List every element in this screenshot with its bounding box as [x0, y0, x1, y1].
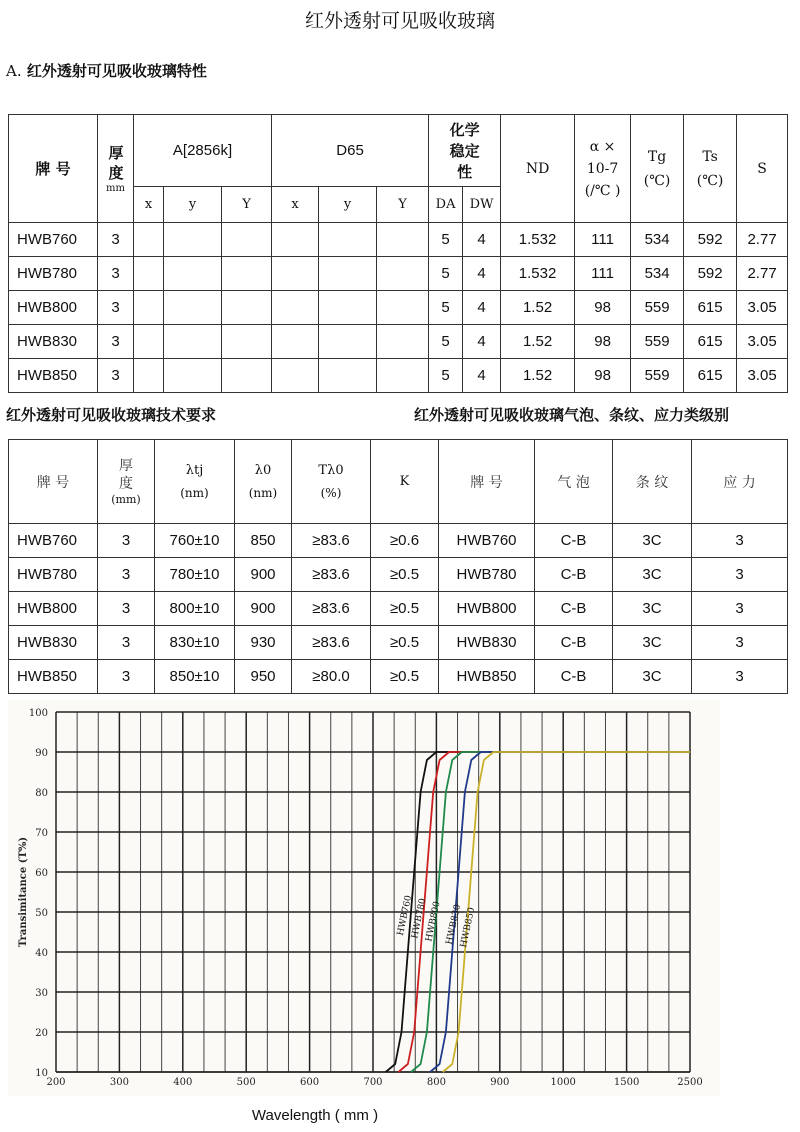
cell-brand: HWB800 — [9, 291, 98, 325]
cell-stripe: 3C — [613, 592, 692, 626]
y-tick-label: 60 — [35, 868, 48, 879]
series-label-hwb830: HWB830 — [444, 903, 464, 946]
cell-k: ≥0.5 — [371, 626, 439, 660]
header-brand-2: 牌 号 — [439, 440, 535, 524]
y-tick-label: 80 — [35, 788, 48, 799]
x-tick-label: 600 — [300, 1077, 320, 1088]
series-label-hwb760: HWB760 — [395, 894, 415, 937]
cell-alpha: 111 — [575, 257, 631, 291]
header-tg: Tg (℃) — [631, 115, 684, 223]
cell-thickness: 3 — [98, 257, 134, 291]
header-brand: 牌 号 — [9, 115, 98, 223]
properties-table — [8, 114, 788, 393]
cell-ltj: 800±10 — [155, 592, 235, 626]
cell-k: ≥0.5 — [371, 660, 439, 694]
cell-brand-2: HWB800 — [439, 592, 535, 626]
cell-ts: 592 — [684, 257, 737, 291]
cell-ts: 592 — [684, 223, 737, 257]
header-thickness-label: 厚度 — [119, 458, 133, 492]
cell-da: 5 — [429, 223, 463, 257]
header-s: S — [737, 115, 788, 223]
cell-bubble: C-B — [535, 660, 613, 694]
cell-brand: HWB780 — [9, 558, 98, 592]
x-tick-label: 2500 — [677, 1077, 703, 1088]
cell-stress: 3 — [692, 558, 788, 592]
table-row — [9, 592, 788, 626]
cell-ts: 615 — [684, 359, 737, 393]
header-chem: 化学稳定性 — [429, 115, 501, 187]
cell-k: ≥0.6 — [371, 524, 439, 558]
section-letter: A. — [6, 62, 22, 80]
sub-header-y: y — [164, 187, 222, 223]
series-label-hwb780: HWB780 — [410, 897, 429, 940]
cell-ltj: 760±10 — [155, 524, 235, 558]
cell-ltj: 780±10 — [155, 558, 235, 592]
header-nd: ND — [501, 115, 575, 223]
requirements-table — [8, 439, 788, 694]
header-stripe: 条 纹 — [613, 440, 692, 524]
cell-thickness: 3 — [98, 325, 134, 359]
cell-thickness: 3 — [98, 660, 155, 694]
cell-tl0: ≥83.6 — [292, 558, 371, 592]
cell-nd: 1.532 — [501, 223, 575, 257]
series-label-hwb850: HWB850 — [459, 906, 478, 949]
cell-stripe: 3C — [613, 524, 692, 558]
table-row — [9, 325, 788, 359]
cell-tg: 534 — [631, 257, 684, 291]
section-a-title: 红外透射可见吸收玻璃特性 — [26, 62, 207, 80]
cell-dw: 4 — [463, 291, 501, 325]
cell-nd: 1.52 — [501, 291, 575, 325]
cell-ts: 615 — [684, 291, 737, 325]
header-thickness-unit: (mm) — [111, 493, 141, 506]
table-row — [9, 223, 788, 257]
cell-brand-2: HWB760 — [439, 524, 535, 558]
cell-brand: HWB760 — [9, 524, 98, 558]
cell-brand: HWB780 — [9, 257, 98, 291]
cell-bubble: C-B — [535, 626, 613, 660]
sub-header-da: DA — [429, 187, 463, 223]
y-tick-label: 10 — [35, 1068, 48, 1079]
cell-da: 5 — [429, 257, 463, 291]
x-tick-label: 700 — [363, 1077, 383, 1088]
cell-l0: 930 — [235, 626, 292, 660]
chart-background — [8, 700, 720, 1096]
cell-tg: 534 — [631, 223, 684, 257]
header-l0-unit: (nm) — [248, 486, 278, 500]
x-tick-label: 1500 — [613, 1077, 640, 1088]
header-tl0-unit: (%) — [320, 486, 342, 500]
table-row — [9, 359, 788, 393]
y-tick-label: 20 — [35, 1028, 48, 1039]
cell-tl0: ≥83.6 — [292, 524, 371, 558]
section-a-heading — [6, 60, 207, 81]
cell-bubble: C-B — [535, 592, 613, 626]
y-tick-label: 90 — [35, 748, 48, 759]
cell-s: 3.05 — [737, 359, 788, 393]
header-ltj — [155, 440, 235, 524]
x-tick-label: 1000 — [550, 1077, 576, 1088]
cell-thickness: 3 — [98, 223, 134, 257]
y-tick-label: 70 — [35, 828, 48, 839]
series-label-hwb800: HWB800 — [424, 900, 443, 943]
cell-k: ≥0.5 — [371, 558, 439, 592]
cell-thickness: 3 — [98, 524, 155, 558]
x-tick-label: 500 — [236, 1077, 256, 1088]
x-tick-label: 900 — [490, 1077, 510, 1088]
x-tick-label: 400 — [173, 1077, 193, 1088]
chart-svg — [8, 700, 720, 1096]
cell-stress: 3 — [692, 524, 788, 558]
cell-s: 2.77 — [737, 257, 788, 291]
cell-brand: HWB830 — [9, 325, 98, 359]
header-stress: 应 力 — [692, 440, 788, 524]
cell-thickness: 3 — [98, 592, 155, 626]
cell-alpha: 111 — [575, 223, 631, 257]
cell-stripe: 3C — [613, 626, 692, 660]
cell-tl0: ≥80.0 — [292, 660, 371, 694]
cell-l0: 900 — [235, 558, 292, 592]
cell-tl0: ≥83.6 — [292, 626, 371, 660]
cell-bubble: C-B — [535, 524, 613, 558]
header-k: K — [371, 440, 439, 524]
table-row — [9, 626, 788, 660]
cell-dw: 4 — [463, 325, 501, 359]
table-row — [9, 257, 788, 291]
cell-stripe: 3C — [613, 558, 692, 592]
y-tick-label: 30 — [35, 988, 48, 999]
header-tl0-label: Tλ0 — [318, 463, 344, 478]
cell-k: ≥0.5 — [371, 592, 439, 626]
y-tick-label: 100 — [28, 708, 48, 719]
cell-ltj: 850±10 — [155, 660, 235, 694]
cell-ts: 615 — [684, 325, 737, 359]
cell-stress: 3 — [692, 592, 788, 626]
cell-bubble: C-B — [535, 558, 613, 592]
x-tick-label: 200 — [46, 1077, 66, 1088]
cell-dw: 4 — [463, 223, 501, 257]
cell-dw: 4 — [463, 359, 501, 393]
sub-header-Y: Y — [222, 187, 272, 223]
header-ltj-label: λtj — [185, 463, 204, 478]
sub-header-x: x — [134, 187, 164, 223]
cell-da: 5 — [429, 325, 463, 359]
x-tick-label: 800 — [426, 1077, 446, 1088]
cell-brand-2: HWB780 — [439, 558, 535, 592]
header-thickness — [98, 440, 155, 524]
cell-s: 2.77 — [737, 223, 788, 257]
cell-brand: HWB800 — [9, 592, 98, 626]
cell-l0: 950 — [235, 660, 292, 694]
header-tl0 — [292, 440, 371, 524]
cell-nd: 1.532 — [501, 257, 575, 291]
cell-thickness: 3 — [98, 626, 155, 660]
cell-brand-2: HWB850 — [439, 660, 535, 694]
x-tick-label: 300 — [109, 1077, 129, 1088]
cell-da: 5 — [429, 359, 463, 393]
header-a2856k: A[2856k] — [134, 115, 272, 187]
cell-dw: 4 — [463, 257, 501, 291]
chart-y-axis-label: Transimitance (T%) — [18, 836, 29, 948]
cell-tl0: ≥83.6 — [292, 592, 371, 626]
cell-alpha: 98 — [575, 325, 631, 359]
cell-thickness: 3 — [98, 359, 134, 393]
header-l0-label: λ0 — [254, 463, 272, 478]
cell-da: 5 — [429, 291, 463, 325]
header-d65: D65 — [272, 115, 429, 187]
sub-header-y: y — [319, 187, 377, 223]
cell-stress: 3 — [692, 660, 788, 694]
cell-brand-2: HWB830 — [439, 626, 535, 660]
cell-brand: HWB760 — [9, 223, 98, 257]
sub-header-dw: DW — [463, 187, 501, 223]
table-row — [9, 291, 788, 325]
cell-tg: 559 — [631, 325, 684, 359]
cell-s: 3.05 — [737, 325, 788, 359]
cell-thickness: 3 — [98, 558, 155, 592]
transmittance-chart — [8, 700, 720, 1096]
cell-ltj: 830±10 — [155, 626, 235, 660]
header-l0 — [235, 440, 292, 524]
tech-requirements-title: 红外透射可见吸收玻璃技术要求 — [6, 406, 217, 424]
cell-stress: 3 — [692, 626, 788, 660]
sub-header-Y: Y — [377, 187, 429, 223]
cell-tg: 559 — [631, 359, 684, 393]
cell-nd: 1.52 — [501, 359, 575, 393]
cell-nd: 1.52 — [501, 325, 575, 359]
header-bubble: 气 泡 — [535, 440, 613, 524]
cell-thickness: 3 — [98, 291, 134, 325]
cell-l0: 900 — [235, 592, 292, 626]
header-thickness-unit: mm — [106, 183, 125, 194]
cell-tg: 559 — [631, 291, 684, 325]
cell-brand: HWB830 — [9, 626, 98, 660]
sub-header-x: x — [272, 187, 319, 223]
header-ltj-unit: (nm) — [180, 486, 209, 500]
cell-s: 3.05 — [737, 291, 788, 325]
chart-x-axis-label: Wavelength ( mm ) — [251, 1107, 379, 1124]
y-tick-label: 40 — [35, 948, 48, 959]
y-tick-label: 50 — [35, 908, 48, 919]
cell-brand: HWB850 — [9, 660, 98, 694]
table-row — [9, 660, 788, 694]
cell-alpha: 98 — [575, 359, 631, 393]
cell-stripe: 3C — [613, 660, 692, 694]
table-row — [9, 558, 788, 592]
cell-alpha: 98 — [575, 291, 631, 325]
cell-brand: HWB850 — [9, 359, 98, 393]
header-brand: 牌 号 — [9, 440, 98, 524]
header-thickness — [98, 115, 134, 223]
quality-grade-title: 红外透射可见吸收玻璃气泡、条纹、应力类级别 — [414, 406, 730, 424]
header-ts: Ts (℃) — [684, 115, 737, 223]
header-alpha: α × 10-7 (/℃ ) — [575, 115, 631, 223]
table-row — [9, 524, 788, 558]
cell-l0: 850 — [235, 524, 292, 558]
page-title: 红外透射可见吸收玻璃 — [304, 10, 495, 32]
header-thickness-label: 厚度 — [108, 144, 124, 182]
